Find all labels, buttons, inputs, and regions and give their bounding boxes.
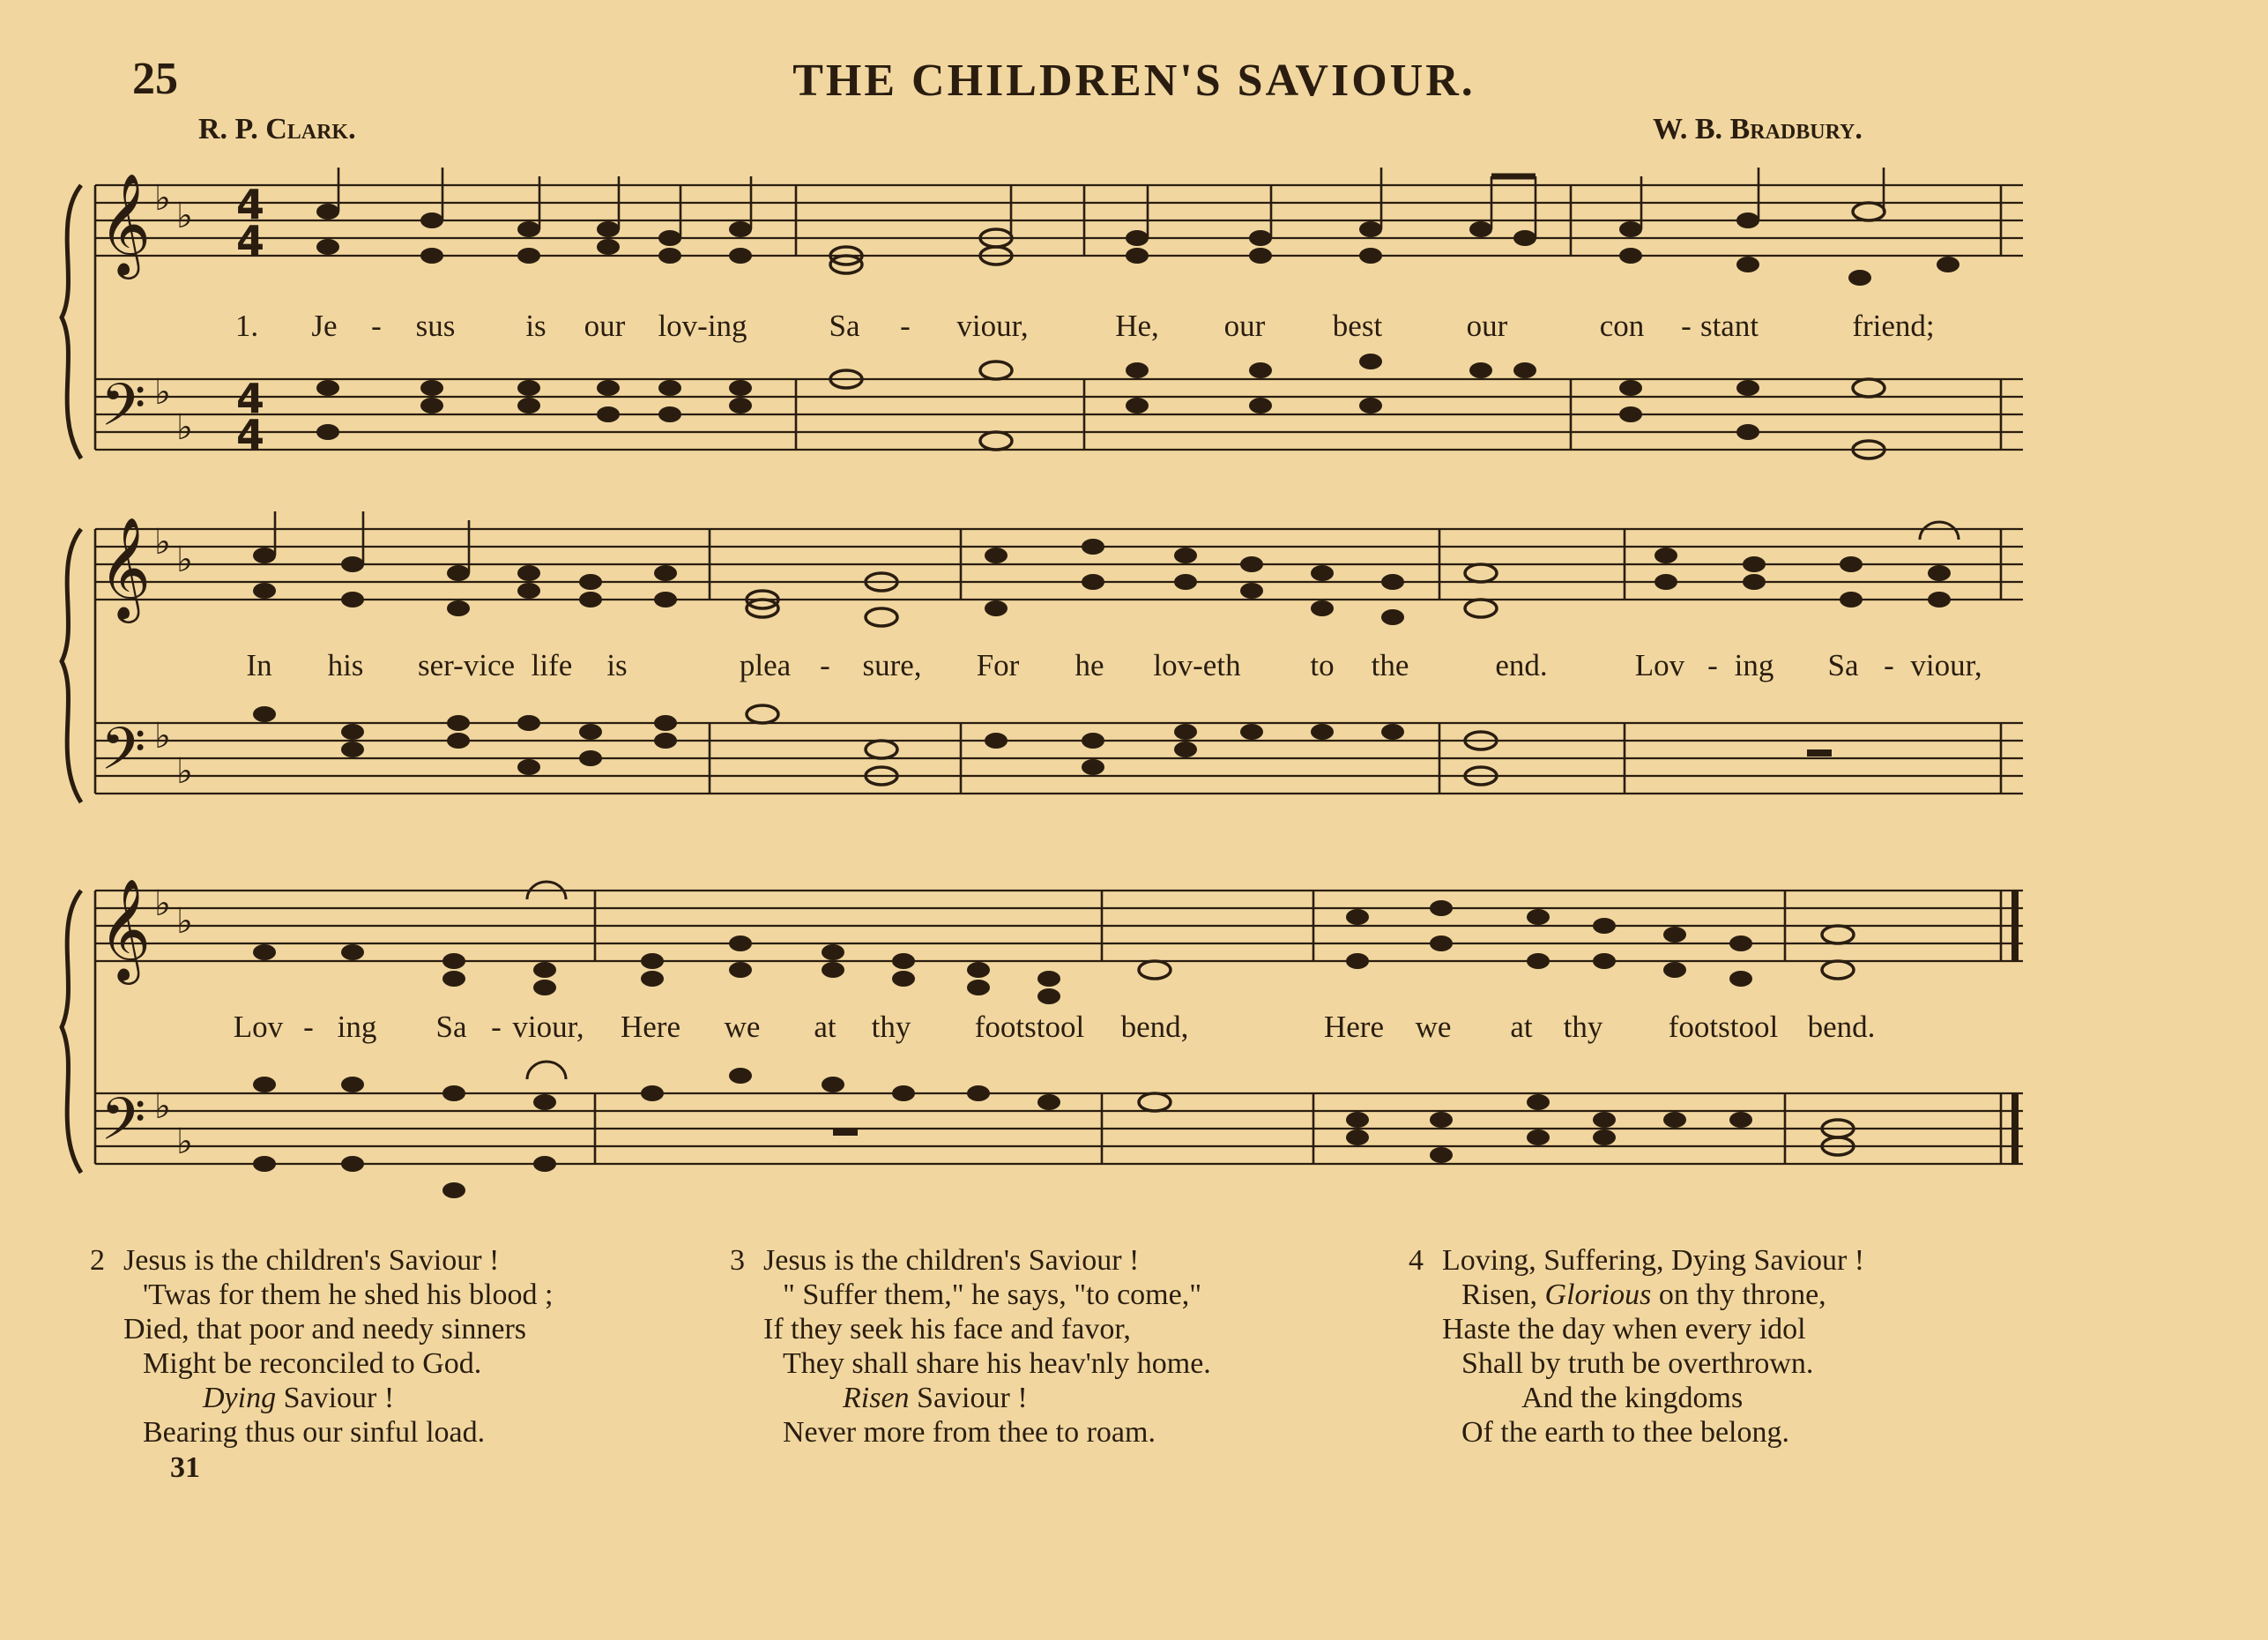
lyric-syllable: Lov [233,1010,284,1044]
lyric-syllable: our [584,309,626,343]
treble-staff-3 [95,891,2023,961]
lyric-syllable: bend. [1807,1010,1876,1044]
verse-number: 3 [730,1244,745,1277]
footer-number: 31 [170,1451,200,1484]
verse-line: Never more from thee to roam. [783,1416,1156,1449]
lyrics-line-3 [0,1010,2268,1054]
bass-clef-icon: 𝄢 [100,371,146,453]
lyric-hyphen: - [303,1010,314,1044]
verse-line: If they seek his face and favor, [763,1313,1131,1346]
verse-line: Risen, [1461,1278,1537,1311]
lyric-syllable: footstool [1668,1010,1779,1044]
lyric-syllable: at [814,1010,837,1044]
fermata-icon [1920,522,1959,540]
lyrics-line-2 [0,648,2268,692]
verse-line: Saviour ! [917,1382,1028,1414]
verse-line: Jesus is the children's Saviour ! [763,1244,1140,1277]
lyric-syllable: viour, [956,309,1029,343]
verse-number: 2 [90,1244,105,1277]
lyric-syllable: For [976,648,1020,682]
key-flat-icon: ♭ [176,540,193,580]
treble-staff-1 [95,185,2023,256]
lyric-syllable: bend, [1120,1010,1189,1044]
lyric-hyphen: - [820,648,830,682]
lyric-syllable: Sa [1827,648,1859,682]
treble-clef-icon: 𝄞 [99,172,152,275]
verse-4 [1409,1243,1864,1450]
lyric-syllable: con [1599,309,1645,343]
verse-number: 4 [1409,1244,1424,1277]
verse-3 [730,1243,1211,1450]
key-flat-icon: ♭ [176,1122,193,1162]
lyric-syllable: footstool [974,1010,1085,1044]
lyric-syllable: his [327,648,364,682]
verse-line: Shall by truth be overthrown. [1461,1347,1814,1380]
lyric-syllable: our [1223,309,1266,343]
lyric-syllable: the [1371,648,1409,682]
time-signature-icon: 4 [236,375,265,422]
key-flat-icon: ♭ [176,196,193,236]
key-flat-icon: ♭ [154,522,171,563]
lyric-syllable: at [1510,1010,1533,1044]
lyric-syllable: lov-ing [658,309,747,343]
lyric-hyphen: - [1884,648,1894,682]
bass-staff-2 [95,723,2023,794]
lyricist-credit: R. P. Clark. [198,113,356,145]
verse-line: Might be reconciled to God. [143,1347,482,1380]
page-title: THE CHILDREN'S SAVIOUR. [792,56,1476,106]
verse-line: Bearing thus our sinful load. [143,1416,486,1449]
time-signature-icon: 4 [236,181,265,228]
lyric-syllable: In [246,648,272,682]
lyric-syllable: friend; [1852,309,1935,343]
verse-line: They shall share his heav'nly home. [783,1347,1211,1380]
lyric-syllable: lov-eth [1153,648,1241,682]
lyric-syllable: stant [1699,309,1759,343]
lyric-syllable: viour, [1910,648,1982,682]
lyric-syllable: Here [1323,1010,1385,1044]
time-signature-icon: 4 [236,411,265,458]
verse-line: Glorious [1544,1278,1652,1311]
verse-line: " Suffer them," he says, "to come," [783,1278,1202,1311]
lyric-syllable: we [724,1010,761,1044]
bass-clef-icon: 𝄢 [100,715,146,797]
verse-line: Of the earth to thee belong. [1461,1416,1789,1449]
verse-line: Risen [843,1382,910,1414]
key-flat-icon: ♭ [154,178,171,219]
lyric-syllable: ing [337,1010,377,1044]
verse-line: 'Twas for them he shed his blood ; [143,1278,554,1311]
lyric-syllable: Here [620,1010,681,1044]
key-flat-icon: ♭ [154,883,171,924]
lyric-syllable: Sa [829,309,860,343]
lyric-syllable: plea [739,648,792,682]
lyric-syllable: our [1466,309,1508,343]
time-signature-icon: 4 [236,217,265,265]
lyric-syllable: Sa [435,1010,467,1044]
verse-line: And the kingdoms [1521,1382,1744,1414]
verse-line: Loving, Suffering, Dying Saviour ! [1442,1244,1865,1277]
bass-staff-1 [95,379,2023,450]
verse-line: Haste the day when every idol [1442,1313,1806,1346]
treble-clef-icon: 𝄞 [99,877,152,980]
verse-line: on thy throne, [1658,1278,1826,1311]
lyric-hyphen: - [900,309,911,343]
lyric-syllable: He, [1115,309,1159,343]
lyric-hyphen: - [371,309,382,343]
key-flat-icon: ♭ [176,901,193,942]
lyric-syllable: best [1332,309,1383,343]
key-flat-icon: ♭ [154,1086,171,1127]
lyric-hyphen: - [1707,648,1718,682]
lyric-syllable: viour, [512,1010,584,1044]
key-flat-icon: ♭ [154,716,171,757]
lyric-syllable: end. [1495,648,1548,682]
verse-line: Saviour ! [283,1382,395,1414]
lyric-syllable: to [1310,648,1335,682]
lyric-hyphen: - [1681,309,1692,343]
lyric-syllable: sure, [862,648,922,682]
lyric-hyphen: - [491,1010,502,1044]
treble-staff-2 [95,529,2023,600]
lyric-syllable: ser-vice [417,648,516,682]
lyric-syllable: Lov [1634,648,1685,682]
bass-clef-icon: 𝄢 [100,1085,146,1167]
lyric-syllable: is [525,309,547,343]
key-flat-icon: ♭ [176,751,193,792]
fermata-icon [527,1062,566,1079]
key-flat-icon: ♭ [154,372,171,413]
verse-line: Jesus is the children's Saviour ! [123,1244,500,1277]
verse-line: Died, that poor and needy sinners [123,1313,526,1346]
verse-2 [90,1243,554,1450]
lyric-syllable: he [1075,648,1104,682]
lyric-syllable: life [531,648,573,682]
lyric-syllable: we [1415,1010,1452,1044]
lyric-syllable: ing [1734,648,1774,682]
composer-credit: W. B. Bradbury. [1653,113,1863,145]
lyric-syllable: thy [1563,1010,1603,1044]
verse-number: 1. [234,309,259,343]
lyric-syllable: sus [415,309,456,343]
key-flat-icon: ♭ [176,407,193,448]
lyric-syllable: thy [871,1010,911,1044]
lyric-syllable: is [606,648,628,682]
lyrics-line-1 [0,309,2268,353]
verse-line: Dying [203,1382,277,1414]
treble-clef-icon: 𝄞 [99,516,152,619]
page-number: 25 [132,54,178,104]
lyric-syllable: Je [311,309,338,343]
